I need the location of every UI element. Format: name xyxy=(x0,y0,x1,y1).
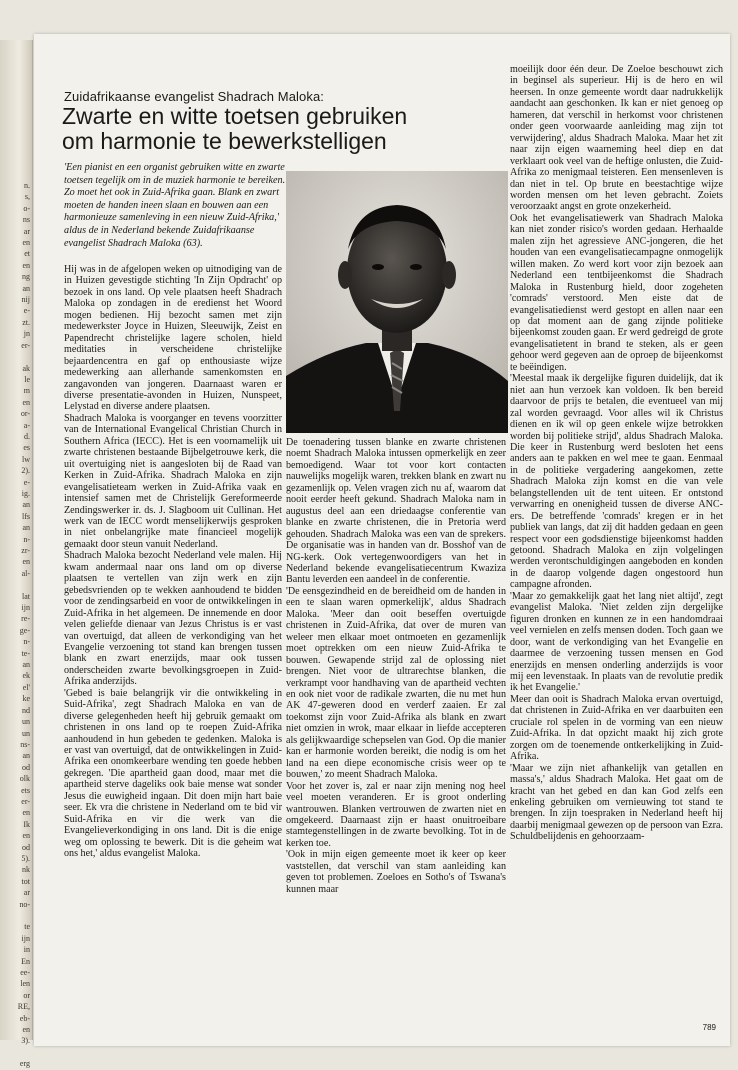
paragraph: 'Ook in mijn eigen gemeente moet ik keer op keer vaststellen, dat verschil van stam aanleiding kan geven tot problemen. Zoeloes en Sotho's of Tswana's kunnen maar xyxy=(286,849,506,895)
article-kicker: Zuidafrikaanse evangelist Shadrach Maloka: xyxy=(64,89,325,104)
previous-page-text-fragments: n. s, o- ns ar en et en ng an nij e- zt. jn er- ak le m en or- a- d. es lw 2). e- ig. an lfs an n- zr- en al- lat ijn re- ge- n- te- an ek el' ke nd un un ns- an od olk ets er- en Ik en od 5). nk tot ar no- te ijn in En ee- len or RE, eb- en 3). erg xyxy=(17,181,30,1069)
paragraph: 'Maar zo gemakkelijk gaat het lang niet altijd', zegt evangelist Maloka. 'Niet zelden zijn dergelijke figuren dronken en kunnen ze in een handomdraai veel vernielen en zelfs mensen doden. Toch gaan we door, want de verkondiging van het Evangelie en daarmee de verzoening tussen mensen en God enerzijds en mensen onderling anderzijds is voor mij een levenstaak. In plaats van de revolutie predik ik het Evangelie.' xyxy=(510,590,723,694)
page-number: 789 xyxy=(702,1023,716,1032)
article-column-3 xyxy=(510,64,723,843)
magazine-page xyxy=(34,34,730,1046)
paragraph: Meer dan ooit is Shadrach Maloka ervan overtuigd, dat christenen in Zuid-Afrika en ver daarbuiten een cruciale rol spelen in de vorming van een nieuw Zuid-Afrika. In dat opzicht maakt hij zich grote zorgen om de toenemende ontkerkelijking in Zuid-Afrika. xyxy=(510,693,723,763)
paragraph: 'De eensgezindheid en de bereidheid om de handen in een te slaan waren opmerkelijk', aldus Shadrach Maloka. 'Meer dan ooit beseffen overtuigde christenen in Zuid-Afrika, dat over de muren van weleer men elkaar moet ontmoeten en gezamenlijk moet optrekken om een nieuw Zuid-Afrika te bouwen. Gewapende strijd zal de oplossing niet brengen. Niet voor de ultrarechtse blanken, die verkrampt voor handhaving van de apartheid vechten en ook niet voor de radikale zwarten, die nu met hun AK 47-geweren dood en verderf zaaien. Er zal toekomst zijn voor Zuid-Afrika als blank en zwart niet omzien in wrok, maar elkaar in liefde accepteren als gelijkwaardige schepselen van God. Op die manier kan er harmonie worden bereikt, die nodig is om het land na een diepe economische crisis weer op te bouwen,' zo meent Shadrach Maloka. xyxy=(286,585,506,781)
portrait-image xyxy=(286,171,508,433)
portrait-photo xyxy=(286,171,508,433)
article-column-1 xyxy=(64,264,282,860)
paragraph: Shadrach Maloka bezocht Nederland vele malen. Hij kwam andermaal naar ons land om op diverse plaatsen te vertellen van zijn werk en zijn gebedsvrienden op te wekken aanhoudend te bidden voor de zendingsarbeid en voor de ontwikkelingen in Zuid-Afrika in het algemeen. De innemende en door velen geliefde dienaar van Jezus Christus is er vast van overtuigd, dat alleen de verkondiging van het Evangelie verzoening tot stand kan brengen tussen blank en zwart enerzijds, maar ook tussen onderscheiden zwarte bevolkingsgroepen in Zuid-Afrika anderzijds. xyxy=(64,550,282,688)
paragraph: 'Meestal maak ik dergelijke figuren duidelijk, dat ik niet aan hun verzoek kan voldoen. Ik ben bereid daarvoor de prijs te betalen, die eventueel van mij zal worden gevraagd. Voor alles wil ik Christus dienen en ik wil op geen enkele wijze betrokken worden bij politieke strijd', aldus Shadrach Maloka. Die keer in Rustenburg werd besloten het eens anders aan te pakken en wel mee te gaan. Eenmaal in de politieke vergadering aangekomen, zette Shadrach Maloka zijn komst en die van vele belangstellenden uit de tent uiteen. Er ontstond verwarring en onenigheid tussen de diverse ANC-ers. De betreffende 'comrads' kregen er in het publiek van langs, dat zij dit hadden gedaan en geen respect voor een godsdienstige bijeenkomst hadden getoond. Shadrach Maloka en zijn volgelingen werden verontschuldigingen aangeboden en konden in de daarop volgende dagen ongestoord hun campagne afronden. xyxy=(510,373,723,591)
paragraph: De toenadering tussen blanke en zwarte christenen noemt Shadrach Maloka intussen opmerkelijk en zeer bemoedigend. Waar tot voor kort contacten nauwelijks mogelijk waren, trekken blank en zwart nu gezamenlijk op. Velen vragen zich nu af, waarom dat nooit eerder heeft gekund. Shadrach Maloka nam in augustus deel aan een driedaagse conferentie van blanke en zwarte christenen, die in Pretoria werd gehouden. Shadrach Maloka was een van de sprekers. De organisatie was in handen van dr. Bosshof van de NG-kerk. Ook vertegenwoordigers van het in Nederland bekende evangelisatiecentrum Kwaziza Bantu leverden een aandeel in de conferentie. xyxy=(286,437,506,586)
paragraph: Ook het evangelisatiewerk van Shadrach Maloka kan niet zonder risico's worden gedaan. Herhaalde malen zijn het agressieve ANC-jongeren, die het houden van een evangelisatiecampagne onmogelijk willen maken. Zo werd kort voor zijn bezoek aan Nederland een tentbijeenkomst die Shadrach Maloka in Rustenburg hield, door zogeheten 'comrads' verstoord. Men eiste dat de evangelisatiedienst werd gestopt en allen naar een op dat moment aan de gang zijnde politieke bijeenkomst zouden gaan. Er werd gedreigd de grote evangelisatietent in brand te steken, als er geen gehoor werd gegeven aan de oproep de bijeenkomst te beëindigen. xyxy=(510,212,724,373)
article-intro: 'Een pianist en een organist gebruiken witte en zwarte toetsen tegelijk om in de muziek harmonie te bereiken. Zo moet het ook in Zuid-Afrika gaan. Blank en zwart moeten de handen ineen slaan en bouwen aan een harmonieuze samenleving in een nieuw Zuid-Afrika,' aldus de in Nederland bekende Zuidafrikaanse evangelist Shadrach Maloka (63). xyxy=(64,162,286,249)
headline-line-2: om harmonie te bewerkstelligen xyxy=(62,128,387,154)
article-column-2 xyxy=(286,437,506,895)
previous-page-gutter xyxy=(0,40,33,1069)
paragraph: Shadrach Maloka is voorganger en tevens voorzitter van de International Evangelical Christian Church in Southern Africa (IECC). Het is een voornamelijk uit zwarte christenen bestaande Bijbelgetrouwe kerk, die uit overtuiging niet is aangesloten bij de Raad van Kerken in Zuid-Afrika. Shadrach Maloka en zijn evangelisatieteam werken in Zuid-Afrika vaak en intensief samen met de Christelijk Gereformeerde Zendingswerker ir. ds. J. Slagboom uit Cullinan. Het werk van de IECC wordt menselijkerwijs gesproken in niet onbelangrijke mate financieel mogelijk gemaakt door steun vanuit Nederland. xyxy=(64,412,282,550)
paragraph: 'Gebed is baie belangrijk vir die ontwikkeling in Suid-Afrika', zegt Shadrach Maloka en van de diverse gelegenheden heeft hij gebruik gemaakt om christenen in ons land op te roepen Zuid-Afrika aanhoudend in hun gebeden te gedenken. Maloka is er vast van overtuigd, dat de ontwikkelingen in Zuid-Afrika een onomkeerbare wending ten goede hebben gekregen. 'Die apartheid gaan dood, maar met die apartheid sterve dageliks ook baie mense wat sonder Jesus die euwigheid ingaan. Dit doen mijn hart baie seer. Ek vra die christene in Nederland om te bid vir Suid-Afrika en vir die werk van die Evangelieverkondiging in ons land. Dit is die enige weg om oplossing te bewerk. Dit is die geheim wat ons het,' aldus evangelist Maloka. xyxy=(64,687,282,860)
paragraph: 'Maar we zijn niet afhankelijk van getallen en massa's,' aldus Shadrach Maloka. Het gaat om de kracht van het gebed en dan kan God zelfs een enkeling gebruiken om vernieuwing tot stand te brengen. In zijn toespraken in Nederland heeft hij daarbij menigmaal gewezen op de persoon van Ezra. Schuldbelijdenis en gehoorzaam- xyxy=(510,762,723,843)
paragraph: Voor het zover is, zal er naar zijn mening nog heel veel moeten veranderen. Er is groot onderling wantrouwen. Blanken vertrouwen de zwarten niet en omgekeerd. Daarnaast zijn er haast onuitroeibare stamtegenstellingen in de zwarte bevolking. Tot in de kerken toe. xyxy=(286,780,506,849)
headline-line-1: Zwarte en witte toetsen gebruiken xyxy=(62,103,408,129)
paragraph: Hij was in de afgelopen weken op uitnodiging van de in Huizen gevestigde stichting 'In Zijn Opdracht' op bezoek in ons land. Op vele plaatsen heeft Shadrach Maloka op zondagen in de eredienst het Woord mogen bedienen. Hij bezocht samen met zijn medewerkster Joyce in Huizen, Sleeuwijk, Zeist en Papendrecht christelijke lagere scholen, hield meditaties in verscheidene christelijke bejaardencentra en gaf op enthousiaste wijze medewerking aan allerhande samenkomsten en zangavonden van jongeren. Daarnaast waren er diverse presentatie-avonden in Huizen, Nunspeet, Lelystad en diverse andere plaatsen. xyxy=(64,264,282,413)
article-headline xyxy=(62,104,442,154)
paragraph: moeilijk door één deur. De Zoeloe beschouwt zich in beginsel als superieur. Hij is de hero en wil heersen. In onze gemeente wordt daar nadrukkelijk aandacht aan geschonken. Ik kan er niet genoeg op hameren, dat verschil in herkomst voor christenen onder geen voorwaarde aanleiding mag zijn tot verwijdering', aldus Shadrach Maloka. Maar het zit naar zijn eigen waarneming heel diep en dat verklaart ook veel van de heftige onlusten, die Zuid-Afrika zo menigmaal teisteren. Een mensenleven is dan niet in tel. Op brute en beestachtige wijze worden mensen om het leven gebracht. Zoiets veroorzaakt angst en grote onzekerheid. xyxy=(510,64,723,213)
